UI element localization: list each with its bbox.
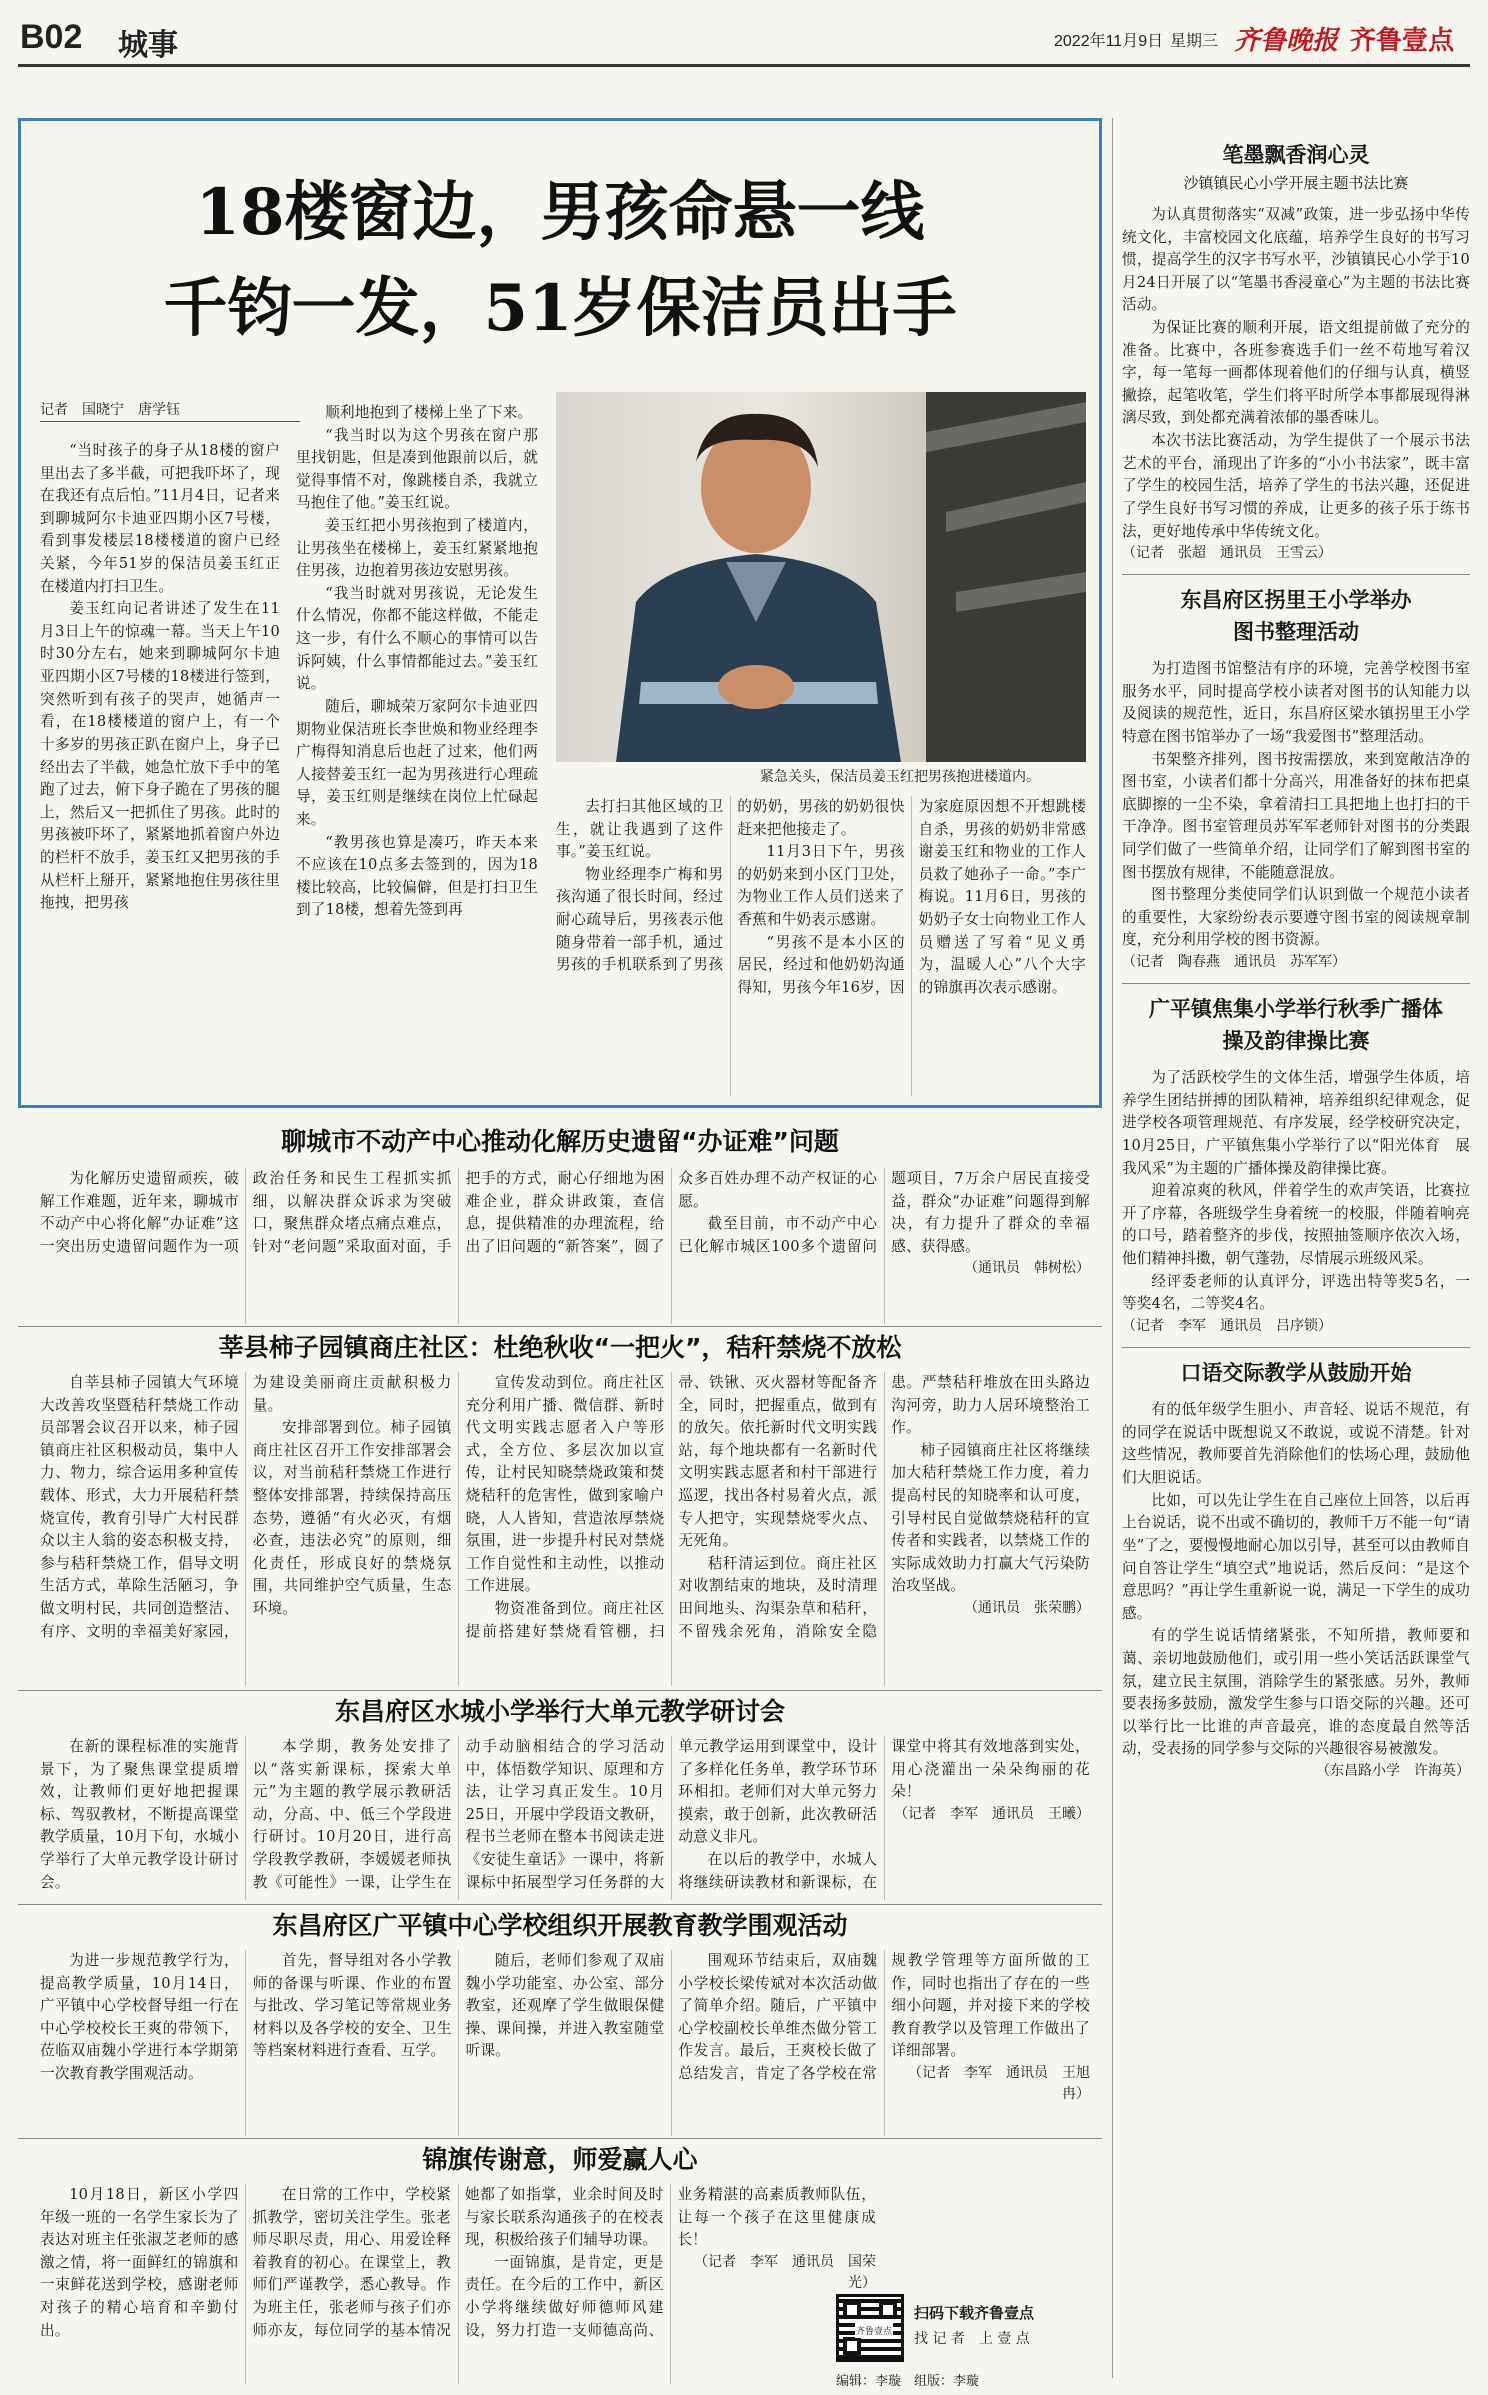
article-paragraph: 在以后的教学中，水城人将继续研读教材和新课标，在课堂中将其有效地落到实处，用心浇灌出一朵朵绚丽的花朵！ [678,1738,1090,1891]
article-body [40,1950,1090,2136]
sidebar-credit: （记者 陶春燕 通讯员 苏军军） [1122,954,1346,971]
sidebar-paragraph: 有的学生说话情绪紧张，不知所措，教师要和蔼、亲切地鼓励他们，或引用一些小笑话活跃课堂气氛，建立民主氛围，消除学生的紧张感。另外，教师要表扬多鼓励，激发学生参与口语交际的兴趣。还可以举行比一比谁的声音最亮，谁的态度最自然等活动，受表扬的同学参与交际的兴趣很容易被激发。 [1122,1627,1470,1758]
article-credit: （记者 李军 通讯员 国荣光） [694,2253,876,2291]
lead-paragraph: “我当时就对男孩说，无论发生什么情况，你都不能这样做，不能走这一步，有什么不顺心的事情可以告诉阿姨，什么事情都能过去。”姜玉红说。 [296,584,538,693]
article-paragraph: 自莘县柿子园镇大气环境大改善攻坚暨秸秆禁烧工作动员部署会议召开以来，柿子园镇商庄社区积极动员，集中人力、物力，综合运用多种宣传载体、形式，大力开展秸秆禁烧宣传，教育引导广大村民群众以主人翁的姿态积极支持，参与秸秆禁烧工作，倡导文明生活方式，革除生活陋习，争做文明村民，共同创造整洁、有序、文明的幸福美好家园，为建设美丽商庄贡献积极力量。 [40,1374,452,1640]
article-paragraph: 柿子园镇商庄社区将继续加大秸秆禁烧工作力度，着力提高村民的知晓率和认可度，引导村民自觉做禁烧秸秆的宣传者和实践者，以禁烧工作的实际成效助力打赢大气污染防治攻坚战。 [891,1441,1090,1595]
masthead-rule [18,64,1470,67]
lead-paragraph: “男孩不是本小区的居民，经过和他奶奶沟通得知，男孩今年16岁，因为家庭原因想不开想跳楼自杀，男孩的奶奶非常感谢姜玉红和物业的工作人员救了她孙子一命。”李广梅说。11月6日，男孩的奶奶子女士向物业工作人员赠送了写着“见义勇为，温暖人心”八个大字的锦旗再次表示感谢。 [737,798,1086,996]
divider [18,1690,1102,1691]
sidebar-headline: 东昌府区拐里王小学举办图书整理活动 [1180,588,1412,644]
article-body [40,1168,1090,1324]
masthead [0,0,1488,72]
article-paragraph: 10月18日，新区小学四年级一班的一名学生家长为了表达对班主任张淑芝老师的感激之情，将一面鲜红的锦旗和一束鲜花送到学校，感谢老师对孩子的精心培育和辛勤付出。 [40,2186,239,2339]
lead-bottom-columns [556,796,1086,1096]
lead-paragraph: “当时孩子的身子从18楼的窗户里出去了多半截，可把我吓坏了，现在我还有点后怕。”11月4日，记者来到聊城阿尔卡迪亚四期小区7号楼，看到事发楼层18楼楼道的窗户已经关紧，今年51岁的保洁员姜玉红正在楼道内打扫卫生。 [40,442,280,595]
sidebar-headline: 口语交际教学从鼓励开始 [1180,1360,1412,1385]
sidebar-paragraph: 为认真贯彻落实“双减”政策，进一步弘扬中华传统文化，丰富校园文化底蕴，培养学生良好的书写习惯，提高学生的汉字书写水平，沙镇镇民心小学于10月24日开展了以“笔墨书香浸童心”为主题的书法比赛活动。 [1122,206,1470,314]
sidebar-credit: （记者 李军 通讯员 吕序锁） [1122,1317,1332,1334]
divider [18,2138,1102,2139]
sidebar-paragraph: 有的低年级学生胆小、声音轻、说话不规范，有的同学在说话中既想说又不敢说，或说不清楚。针对这些情况，教师要首先消除他们的怯场心理，鼓励他们大胆说话。 [1122,1401,1470,1487]
sidebar-credit: （记者 张超 通讯员 王雪云） [1122,545,1332,562]
article-headline: 东昌府区水城小学举行大单元教学研讨会 [334,1697,785,1726]
lead-paragraph: 姜玉红把小男孩抱到了楼道内，让男孩坐在楼梯上，姜玉红紧紧地抱住男孩，边抱着男孩边安慰男孩。 [296,517,538,580]
lead-paragraph: 物业经理李广梅和男孩沟通了很长时间，经过耐心疏导后，男孩表示他随身带着一部手机，通过男孩的手机联系到了男孩的奶奶，男孩的奶奶很快赶来把他接走了。 [556,798,905,974]
article-credit: （记者 李军 通讯员 王曦） [893,1805,1090,1822]
editor-credit: 编辑：李璇 组版：李璇 [836,2374,980,2389]
qr-text-reporter: 找 记 者 上 壹 点 [914,2331,1030,2347]
divider [1122,574,1470,575]
article-paragraph: 首先，督导组对各小学教师的备课与听课、作业的布置与批改、学习笔记等常规业务材料以及各学校的安全、卫生等档案材料进行查看、互学。 [252,1952,452,2060]
lead-paragraph: “教男孩也算是凑巧，昨天本来不应该在10点多去签到的，因为18楼比较高，比较偏僻，但是打扫卫生到了18楼，想着先签到再 [296,833,538,919]
article-paragraph: 本学期，教务处安排了以“落实新课标，探索大单元”为主题的教学展示教研活动，分高、中、低三个学段进行研讨。10月20日，进行高学段教学教研，李媛媛老师执教《可能性》一课，让学生在动手动脑相结合的学习活动中，体悟数学知识、原理和方法，让学习真正发生。10月25日，开展中学段语文教研，程书兰老师在整本书阅读走进《安徒生童话》一课中，将新课标中拓展型学习任务群的大单元教学运用到课堂中，设计了多样化任务单，教学环节环环相扣。老师们对大单元努力摸索，敢于创新，此次教研活动意义非凡。 [252,1738,878,1891]
sidebar-paragraph: 比如，可以先让学生在自己座位上回答，以后再上台说话，说不出或不确切的，教师千万不能一句“请坐”了之，要慢慢地耐心加以引导，甚至可以由教师自问自答让学生“填空式”地说话，然后反问：“是这个意思吗？”再让学生重新说一说，满足一下学生的成功感。 [1122,1491,1470,1622]
issue-weekday: 星期三 [1170,33,1219,50]
article-paragraph: 为化解历史遗留顽疾，破解工作难题，近年来，聊城市不动产中心将化解“办证难”这一突出历史遗留问题作为一项政治任务和民生工程抓实抓细，以解决群众诉求为突破口，聚焦群众堵点痛点难点，针对“老问题”采取面对面，手把手的方式，耐心仔细地为困难企业，群众讲政策，查信息，提供精准的办理流程，给出了旧问题的“新答案”，圆了众多百姓办理不动产权证的心愿。 [40,1170,878,1255]
lead-paragraph: 去打扫其他区域的卫生，就让我遇到了这件事。”姜玉红说。 [556,798,724,861]
sidebar-paragraph: 迎着凉爽的秋风，伴着学生的欢声笑语，比赛拉开了序幕，各班级学生身着统一的校服，伴随着响亮的口号，踏着整齐的步伐，按照抽签顺序依次入场，他们精神抖擞，朝气蓬勃，尽情展示班级风采。 [1122,1182,1470,1267]
article-credit: （通讯员 韩树松） [963,1260,1090,1277]
article-credit: （记者 李军 通讯员 王旭冉） [907,2065,1090,2103]
article-body [40,1372,1090,1686]
app-logo: 齐鲁壹点 [1350,26,1455,56]
sidebar-credit: （东昌路小学 许海英） [1316,1763,1470,1780]
article-paragraph: 安排部署到位。柿子园镇商庄社区召开工作安排部署会议，对当前秸秆禁烧工作进行整体安排部署，持续保持高压态势，遵循“有火必灭，有烟必查，违法必究”的原则，细化责任，形成良好的禁烧氛围，共同维护空气质量，生态环境。 [252,1419,452,1618]
sidebar-paragraph: 经评委老师的认真评分，评选出特等奖5名，一等奖4名，二等奖4名。 [1122,1272,1470,1313]
qr-label: 齐鲁壹点 [855,2323,893,2338]
cleaner-figure [556,392,1086,762]
article-body [40,1736,1090,1900]
lead-paragraph: 姜玉红向记者讲述了发生在11月3日上午的惊魂一幕。当天上午10时30分左右，她来到聊城阿尔卡迪亚四期小区7号楼的18楼进行签到，突然听到有孩子的哭声，她循声一看，在18楼楼道的窗户上，有一个十多岁的男孩正趴在窗户上，身子已经出去了半截，她急忙放下手中的笔跑了过去，俯下身子跪在了男孩的腿上，然后又一把抓住了男孩。此时的男孩被吓坏了，紧紧地抓着窗户外边的栏杆不放手，姜玉红又把男孩的手从栏杆上掰开，紧紧地抱住男孩往里拖拽，把男孩 [40,600,280,912]
article-headline: 聊城市不动产中心推动化解历史遗留“办证难”问题 [281,1127,839,1156]
article-body [40,2184,876,2384]
divider [1122,983,1470,984]
sidebar-headline: 广平镇焦集小学举行秋季广播体操及韵律操比赛 [1149,997,1443,1053]
article-paragraph: 随后，老师们参观了双庙魏小学功能室、办公室、部分教室，还观摩了学生做眼保健操、课间操，并进入教室随堂听课。 [465,1952,665,2060]
sidebar-paragraph: 本次书法比赛活动，为学生提供了一个展示书法艺术的平台，涌现出了许多的“小小书法家”，既丰富了学生的校园生活，培养了学生的书法兴趣，还促进了学生良好书写习惯的养成，让更多的孩子乐于练书法，更好地传承中华传统文化。 [1122,432,1470,540]
lead-middle-column [296,402,538,1092]
sidebar-paragraph: 书架整齐排列，图书按需摆放，来到宽敞洁净的图书室，小读者们都十分高兴，用准备好的抹布把桌底脚擦的一尘不染，拿着清扫工具把地上也打扫的干干净净。图书室管理员苏军军老师针对图书的分类跟同学们做了一些简单介绍，让同学们了解到图书室的图书摆放有规律，不能随意混放。 [1122,750,1470,881]
section-name: 城事 [118,28,178,63]
lead-byline: 记者 国晓宁 唐学钰 [40,400,300,422]
qr-text-download: 扫码下载齐鲁壹点 [914,2304,1035,2322]
lead-headline-line1: 18楼窗边，男孩命悬一线 [195,175,925,250]
lead-left-column [40,440,280,1090]
issue-date: 2022年11月9日 [1054,33,1164,50]
paper-logo: 齐鲁晚报 [1234,26,1339,56]
article-headline: 莘县柿子园镇商庄社区：杜绝秋收“一把火”，秸秆禁烧不放松 [218,1333,902,1362]
article-paragraph: 秸秆清运到位。商庄社区对收割结束的地块，及时清理田间地头、沟渠杂草和秸秆，不留残余死角，消除安全隐患。严禁秸秆堆放在田头路边沟河旁，助力人居环境整治工作。 [678,1374,1090,1640]
article-paragraph: 截至目前，市不动产中心已化解市城区100多个遗留问题项目，7万余户居民直接受益，群众“办证难”问题得到解决，有力提升了群众的幸福感、获得感。 [678,1170,1090,1255]
lead-paragraph: “我当时以为这个男孩在窗户那里找钥匙，但是凑到他跟前以后，就觉得事情不对，像跳楼自杀，我就立马抱住了他。”姜玉红说。 [296,426,538,512]
article-paragraph: 宣传发动到位。商庄社区充分利用广播、微信群、新时代文明实践志愿者入户等形式，全方位、多层次加以宣传，让村民知晓禁烧政策和焚烧秸秆的危害性，做到家喻户晓，人人皆知，营造浓厚禁烧氛围，进一步提升村民对禁烧工作自觉性和主动性，以推动工作进展。 [465,1374,665,1595]
sidebar-paragraph: 为了活跃校学生的文体生活，增强学生体质，培养学生团结拼搏的团队精神，培养组织纪律观念，促进学校各项管理规范、有序发展，经学校研究决定，10月25日，广平镇焦集小学举行了以“阳光体育 展我风采”为主题的广播体操及韵律操比赛。 [1122,1069,1470,1177]
qr-code[interactable] [836,2294,904,2362]
sidebar-divider [1112,118,1113,2378]
article-paragraph: 为进一步规范教学行为，提高教学质量，10月14日，广平镇中心学校督导组一行在中心学校校长王爽的带领下，莅临双庙魏小学进行本学期第一次教育教学围观活动。 [40,1952,239,2083]
lead-paragraph: 随后，聊城荣万家阿尔卡迪亚四期物业保洁班长李世焕和物业经理李广梅得知消息后也赶了过来，他们两人接替姜玉红一起为男孩进行心理疏导，姜玉红则是继续在岗位上忙碌起来。 [296,697,538,828]
lead-headline-line2: 千钧一发，51岁保洁员出手 [163,271,957,346]
sidebar [1122,140,1470,2385]
sidebar-paragraph: 为保证比赛的顺利开展，语文组提前做了充分的准备。比赛中，各班参赛选手们一丝不苟地写着汉字，每一笔每一画都体现着他们的仔细与认真，横竖撇捺，起笔收笔，学生们将平时所学本事都展现得淋漓尽致，到处都充满着浓郁的墨香味儿。 [1122,319,1470,427]
article-paragraph: 物资准备到位。商庄社区提前搭建好禁烧看管棚，扫帚、铁锹、灭火器材等配备齐全，同时，把握重点，做到有的放矢。依托新时代文明实践站，每个地块都有一名新时代文明实践志愿者和村干部进行巡逻，找出各村易着火点，派专人把守，实现禁烧零火点、无死角。 [465,1374,878,1640]
lead-paragraph: 顺利地抱到了楼梯上坐了下来。 [325,404,533,421]
divider [18,1326,1102,1327]
lead-photo [556,392,1086,762]
article-headline: 东昌府区广平镇中心学校组织开展教育教学围观活动 [272,1911,848,1940]
divider [1122,1347,1470,1348]
article-headline: 锦旗传谢意，师爱赢人心 [422,2145,698,2174]
lead-paragraph: 11月3日下午，男孩的奶奶来到小区门卫处，为物业工作人员们送来了香蕉和牛奶表示感谢。 [737,843,905,929]
sidebar-paragraph: 为打造图书馆整洁有序的环境，完善学校图书室服务水平，同时提高学校小读者对图书的认知能力以及阅读的规范性，近日，东昌府区梁水镇拐里王小学特意在图书馆举办了一场“我爱图书”整理活动。 [1122,660,1470,745]
page-number: B02 [20,18,83,56]
divider [18,1904,1102,1905]
article-credit: （通讯员 张荣鹏） [963,1600,1090,1617]
sidebar-headline: 笔墨飘香润心灵 [1222,143,1370,167]
sidebar-paragraph: 图书整理分类使同学们认识到做一个规范小读者的重要性，大家纷纷表示要遵守图书室的阅读规章制度，充分利用学校的图书资源。 [1122,886,1470,949]
article-paragraph: 在新的课程标准的实施背景下，为了聚焦课堂提质增效，让教师们更好地把握课标、驾驭教材，不断提高课堂教学质量，10月下旬，水城小学举行了大单元教学设计研讨会。 [40,1738,239,1891]
article-paragraph: 在日常的工作中，学校紧抓教学，密切关注学生。张老师尽职尽责，用心、用爱诠释着教育的初心。在课堂上，教师们严谨教学，悉心教导。作为班主任，张老师与孩子们亦师亦友，每位同学的基本情况她都了如指掌，业余时间及时与家长联系沟通孩子的在校表现，积极给孩子们辅导功课。 [252,2186,664,2339]
sidebar-subheadline: 沙镇镇民心小学开展主题书法比赛 [1183,173,1409,192]
article-paragraph: 一面锦旗，是肯定，更是责任。在今后的工作中，新区小学将继续做好师德师风建设，努力打造一支师德高尚、业务精湛的高素质教师队伍，让每一个孩子在这里健康成长！ [465,2186,876,2339]
lead-photo-caption: 紧急关头，保洁员姜玉红把男孩抱进楼道内。 [760,769,1040,785]
article-paragraph: 围观环节结束后，双庙魏小学校长梁传斌对本次活动做了简单介绍。随后，广平镇中心学校副校长单维杰做分管工作发言。最后，王爽校长做了总结发言，肯定了各学校在常规教学管理等方面所做的工作，同时也指出了存在的一些细小问题，并对接下来的学校教育教学以及管理工作做出了详细部署。 [678,1952,1090,2083]
